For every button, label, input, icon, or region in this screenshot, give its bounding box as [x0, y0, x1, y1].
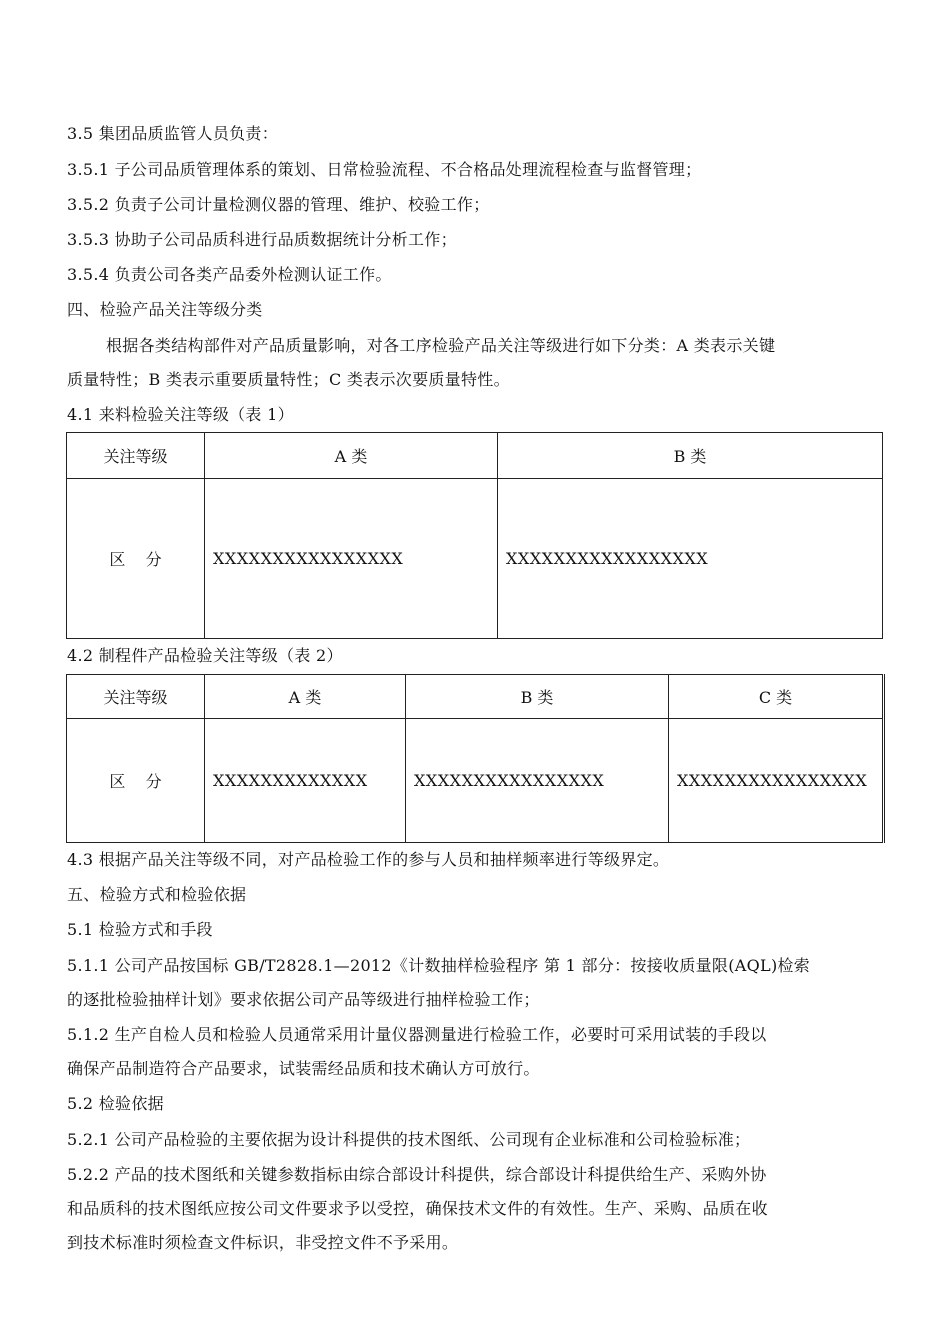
intro-paragraph-line-1: 根据各类结构部件对产品质量影响，对各工序检验产品关注等级进行如下分类：A 类表示关键 [106, 336, 776, 355]
table1-cell-b: XXXXXXXXXXXXXXXXX [498, 479, 883, 639]
table2-cell-c: XXXXXXXXXXXXXXXX [669, 719, 883, 843]
section-3-5-heading: 3.5 集团品质监管人员负责： [67, 124, 279, 143]
clause-5-2-2-line-3: 到技术标准时须检查文件标识，非受控文件不予采用。 [67, 1233, 459, 1252]
section-5-1-heading: 5.1 检验方式和手段 [67, 920, 213, 939]
section-5-2-heading: 5.2 检验依据 [67, 1094, 164, 1113]
clause-3-5-1: 3.5.1 子公司品质管理体系的策划、日常检验流程、不合格品处理流程检查与监督管理； [67, 160, 702, 179]
clause-5-1-2-line-1: 5.1.2 生产自检人员和检验人员通常采用计量仪器测量进行检验工作，必要时可采用试装的手段以 [67, 1025, 767, 1044]
clause-3-5-4: 3.5.4 负责公司各类产品委外检测认证工作。 [67, 265, 392, 284]
clause-5-1-1-line-1: 5.1.1 公司产品按国标 GB/T2828.1—2012《计数抽样检验程序 第 1 部分：按接收质量限(AQL)检索 [67, 956, 811, 975]
table2-caption: 4.2 制程件产品检验关注等级（表 2） [67, 646, 343, 665]
clause-5-2-2-line-2: 和品质科的技术图纸应按公司文件要求予以受控，确保技术文件的有效性。生产、采购、品质在收 [67, 1199, 768, 1218]
table2-header-row [67, 675, 883, 719]
table1-header-b: B 类 [498, 433, 883, 479]
table2-row [67, 719, 883, 843]
table2-header-a: A 类 [205, 675, 406, 719]
table1-row-label: 区 分 [67, 479, 205, 639]
clause-5-1-2-line-2: 确保产品制造符合产品要求，试装需经品质和技术确认方可放行。 [67, 1059, 540, 1078]
table2 [66, 674, 883, 843]
table2-header-level: 关注等级 [67, 675, 205, 719]
table2-cell-b: XXXXXXXXXXXXXXXX [406, 719, 669, 843]
section-5-heading: 五、检验方式和检验依据 [67, 885, 247, 904]
table2-double-border [884, 674, 885, 843]
table1-row [67, 479, 883, 639]
table2-header-c: C 类 [669, 675, 883, 719]
table2-cell-a: XXXXXXXXXXXXX [205, 719, 406, 843]
clause-5-2-2-line-1: 5.2.2 产品的技术图纸和关键参数指标由综合部设计科提供，综合部设计科提供给生产、采购外协 [67, 1165, 767, 1184]
clause-5-2-1: 5.2.1 公司产品检验的主要依据为设计科提供的技术图纸、公司现有企业标准和公司检验标准； [67, 1130, 751, 1149]
clause-3-5-2: 3.5.2 负责子公司计量检测仪器的管理、维护、校验工作； [67, 195, 490, 214]
clause-4-3: 4.3 根据产品关注等级不同，对产品检验工作的参与人员和抽样频率进行等级界定。 [67, 850, 670, 869]
clause-3-5-3: 3.5.3 协助子公司品质科进行品质数据统计分析工作； [67, 230, 457, 249]
clause-5-1-1-line-2: 的逐批检验抽样计划》要求依据公司产品等级进行抽样检验工作； [67, 990, 540, 1009]
table1-cell-a: XXXXXXXXXXXXXXXX [205, 479, 498, 639]
table2-header-b: B 类 [406, 675, 669, 719]
table2-row-label: 区 分 [67, 719, 205, 843]
section-4-heading: 四、检验产品关注等级分类 [67, 300, 263, 319]
intro-paragraph-line-2: 质量特性；B 类表示重要质量特性；C 类表示次要质量特性。 [67, 370, 510, 389]
table1-header-level: 关注等级 [67, 433, 205, 479]
table1-header-a: A 类 [205, 433, 498, 479]
table1-caption: 4.1 来料检验关注等级（表 1） [67, 405, 294, 424]
table1 [66, 432, 883, 639]
table1-header-row [67, 433, 883, 479]
